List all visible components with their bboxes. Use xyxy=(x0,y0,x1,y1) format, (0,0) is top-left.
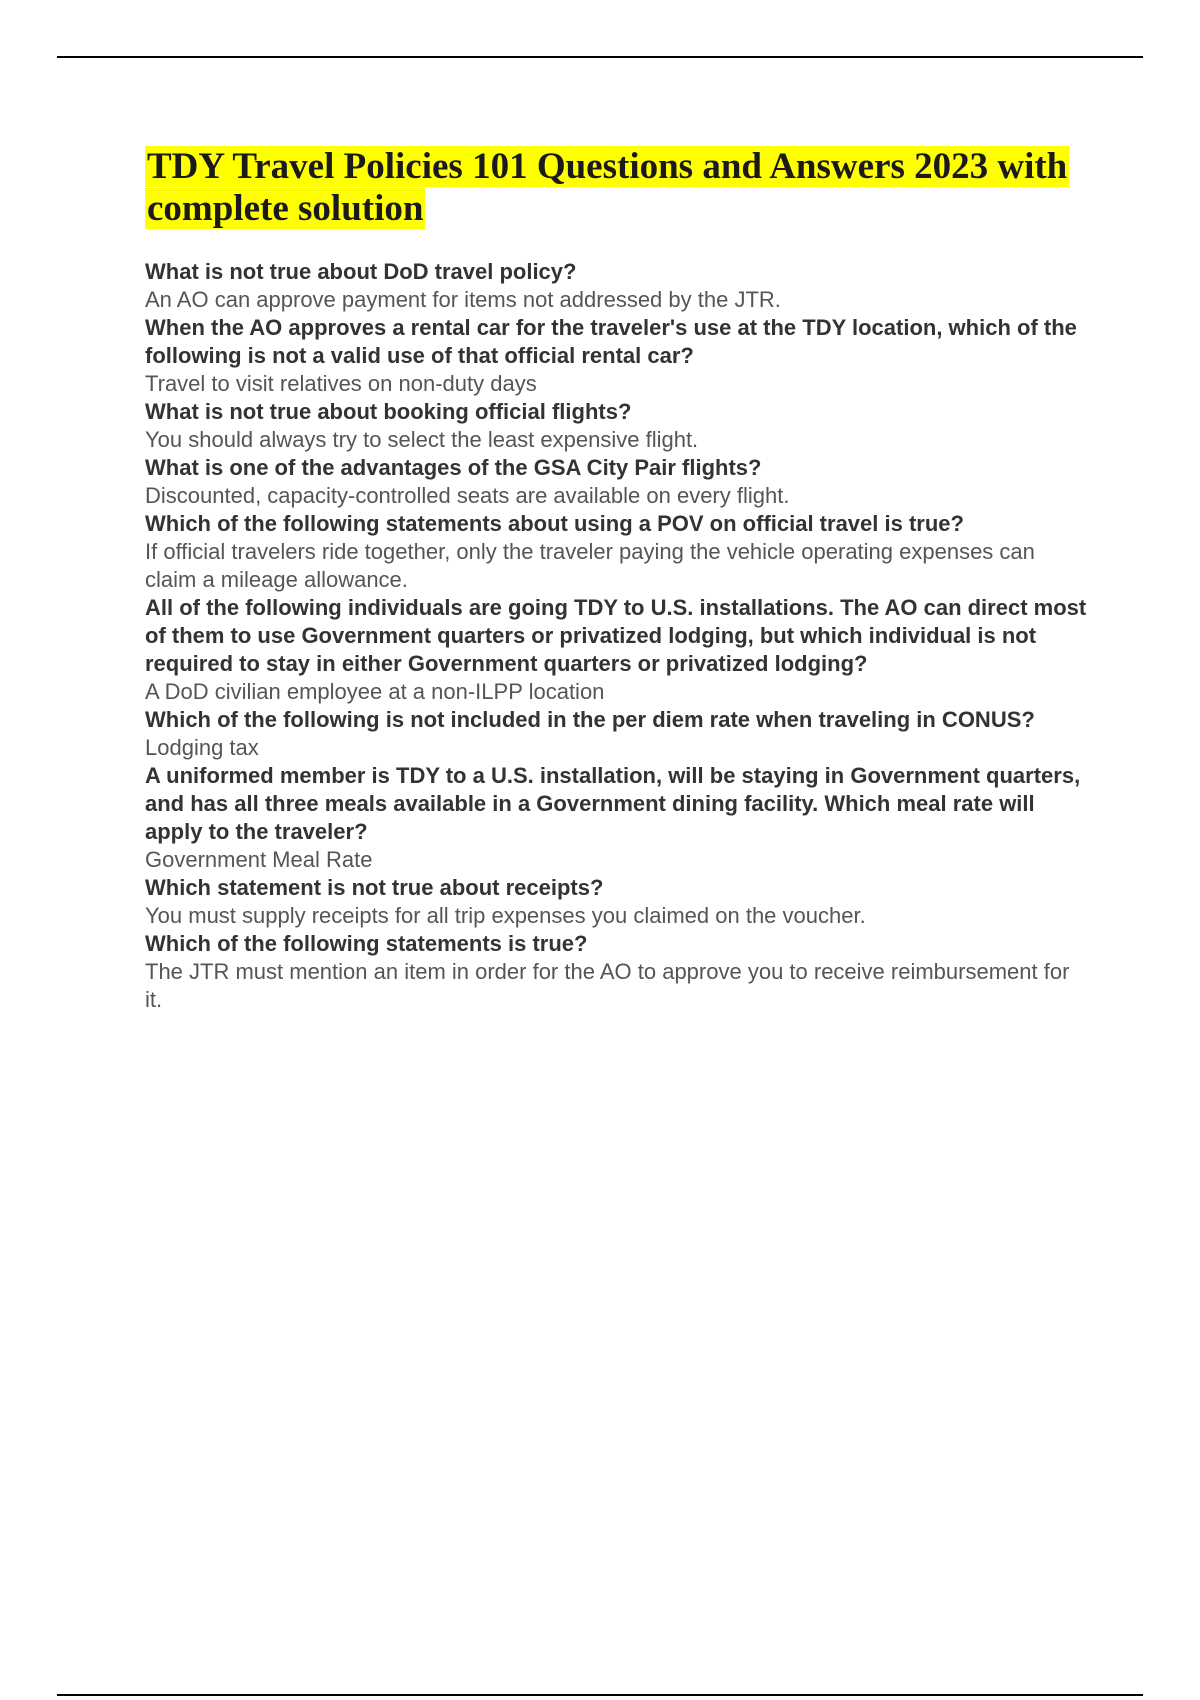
bottom-rule xyxy=(57,1694,1143,1696)
answer-9: You must supply receipts for all trip expenses you claimed on the voucher. xyxy=(145,903,866,928)
question-2: When the AO approves a rental car for the traveler's use at the TDY location, which of the following is not a valid use of that official rental car? xyxy=(145,315,1077,368)
answer-3: You should always try to select the least expensive flight. xyxy=(145,427,699,452)
question-5: Which of the following statements about using a POV on official travel is true? xyxy=(145,511,964,536)
document-body xyxy=(145,146,1090,1014)
question-3: What is not true about booking official flights? xyxy=(145,399,632,424)
question-1: What is not true about DoD travel policy? xyxy=(145,259,577,284)
answer-10: The JTR must mention an item in order for the AO to approve you to receive reimbursement for it. xyxy=(145,959,1070,1012)
question-10: Which of the following statements is true? xyxy=(145,931,588,956)
page-title xyxy=(145,146,1090,230)
answer-8: Government Meal Rate xyxy=(145,847,373,872)
highlighted-title-text: TDY Travel Policies 101 Questions and Answers 2023 with complete solution xyxy=(147,146,1068,229)
top-rule xyxy=(57,56,1143,58)
question-4: What is one of the advantages of the GSA City Pair flights? xyxy=(145,455,762,480)
answer-7: Lodging tax xyxy=(145,735,259,760)
qa-list xyxy=(145,258,1090,1014)
question-8: A uniformed member is TDY to a U.S. installation, will be staying in Government quarters, and has all three meals available in a Government dining facility. Which meal rate will apply to the traveler? xyxy=(145,763,1081,844)
answer-1: An AO can approve payment for items not addressed by the JTR. xyxy=(145,287,781,312)
answer-4: Discounted, capacity-controlled seats are available on every flight. xyxy=(145,483,790,508)
answer-2: Travel to visit relatives on non-duty days xyxy=(145,371,537,396)
question-6: All of the following individuals are going TDY to U.S. installations. The AO can direct most of them to use Government quarters or privatized lodging, but which individual is not required to stay in either Government quarters or privatized lodging? xyxy=(145,595,1087,676)
answer-6: A DoD civilian employee at a non-ILPP location xyxy=(145,679,605,704)
question-7: Which of the following is not included in the per diem rate when traveling in CONUS? xyxy=(145,707,1035,732)
question-9: Which statement is not true about receipts? xyxy=(145,875,604,900)
answer-5: If official travelers ride together, only the traveler paying the vehicle operating expenses can claim a mileage allowance. xyxy=(145,539,1035,592)
